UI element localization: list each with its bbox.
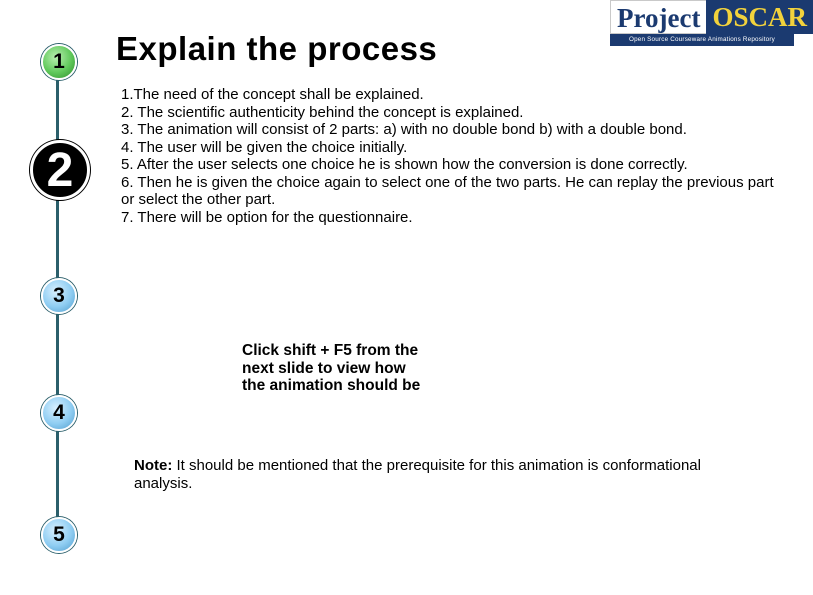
note-body: It should be mentioned that the prerequisite for this animation is conformational analysis.	[134, 457, 701, 492]
step-2-number: 2	[46, 143, 74, 197]
step-5-marker[interactable]	[41, 517, 77, 553]
process-step-4: 4. The user will be given the choice initially.	[121, 138, 408, 156]
note-label: Note:	[134, 457, 173, 474]
process-steps-list	[121, 86, 781, 226]
process-step-5: 5. After the user selects one choice he is shown how the conversion is done correctly.	[121, 156, 688, 173]
step-4-number: 4	[53, 401, 65, 424]
step-1-number: 1	[53, 50, 65, 73]
step-3-number: 3	[53, 284, 65, 307]
slide-title: Explain the process	[116, 30, 438, 67]
logo-oscar-text: OSCAR	[706, 0, 813, 34]
note-text	[134, 457, 734, 493]
logo-subtitle: Open Source Courseware Animations Repository	[610, 34, 794, 46]
project-oscar-logo	[610, 0, 807, 48]
process-step-3: 3. The animation will consist of 2 parts: a) with no double bond b) with a double bond.	[121, 121, 687, 138]
process-step-7: 7. There will be option for the questionnaire.	[121, 208, 413, 226]
step-2-marker-current[interactable]	[30, 140, 90, 200]
step-5-number: 5	[53, 523, 65, 546]
step-4-marker[interactable]	[41, 395, 77, 431]
logo-project-text: Project	[610, 0, 706, 34]
step-1-marker[interactable]	[41, 44, 77, 80]
process-step-2: 2. The scientific authenticity behind the concept is explained.	[121, 103, 524, 121]
process-step-6: 6. Then he is given the choice again to select one of the two parts. He can replay the previous part or select the other part.	[121, 173, 774, 208]
process-step-1: 1.The need of the concept shall be explained.	[121, 86, 424, 103]
instruction-text: Click shift + F5 from the next slide to view how the animation should be	[242, 342, 421, 394]
step-3-marker[interactable]	[41, 278, 77, 314]
logo-wordmark	[610, 0, 807, 34]
